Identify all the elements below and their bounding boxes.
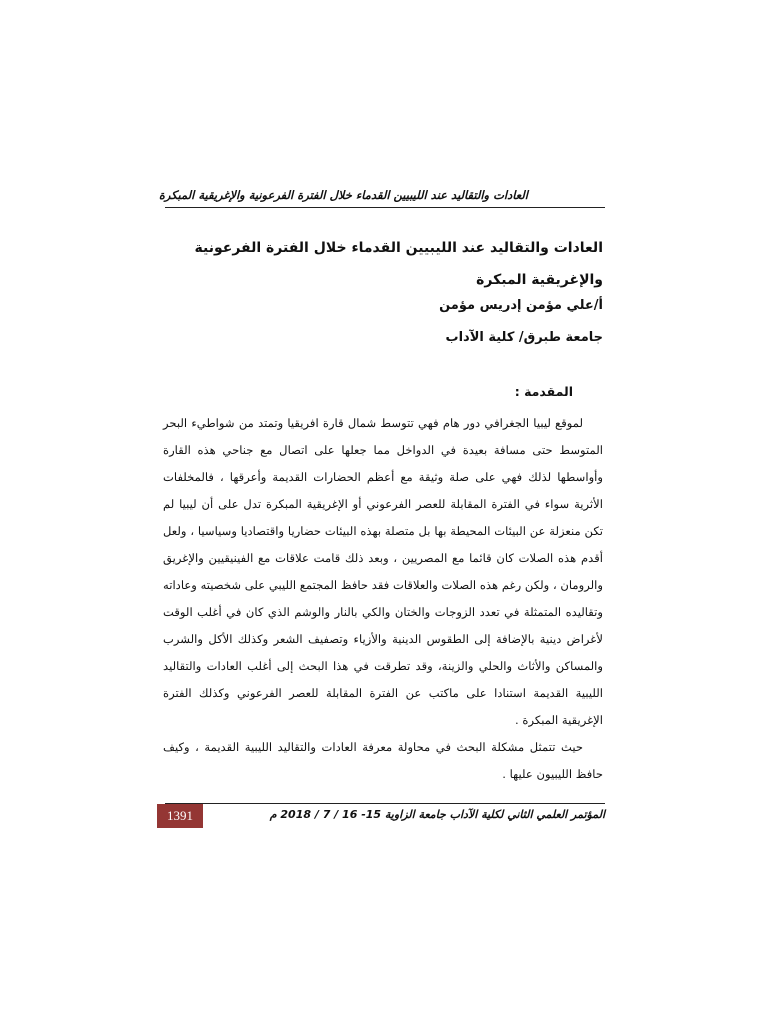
author-affiliation: جامعة طبرق/ كلية الآداب <box>445 330 603 345</box>
article-title: العادات والتقاليد عند الليبيين القدماء خلال الفترة الفرعونية والإغريقية المبكرة <box>194 240 603 288</box>
footer-divider <box>165 803 605 804</box>
author-name: أ/علي مؤمن إدريس مؤمن <box>439 298 603 313</box>
paragraph: حيث تتمثل مشكلة البحث في محاولة معرفة العادات والتقاليد الليبية القديمة ، وكيف حافظ الليبيون عليها . <box>163 740 603 781</box>
introduction-body <box>163 410 603 788</box>
paragraph: لموقع ليبيا الجغرافي دور هام فهي تتوسط شمال قارة افريقيا وتمتد من شواطيء البحر المتوسط حتى مسافة بعيدة في الدواخل مما جعلها على اتصال مع جناحي هذه القارة وأواسطها لذلك فهي على صلة وثيقة مع أعظم الحضارات القديمة وأعرقها ، فالمخلفات الأثرية سواء في الفترة المقابلة للعصر الفرعوني أو الإغريقية المبكرة تدل على أن ليبيا لم تكن منعزلة عن البيئات المحيطة بها بل متصلة بهذه البيئات حضاريا واقتصاديا وسياسيا ، ولعل أقدم هذه الصلات كان قائما مع المصريين ، وبعد ذلك قامت علاقات مع الفينيقيين والإغريق والرومان ، ولكن رغم هذه الصلات والعلاقات فقد حافظ المجتمع الليبي على شخصيته وعاداته وتقاليده المتمثلة في تعدد الزوجات والختان والكي بالنار والوشم الذي كان في أغلب الوقت لأغراض دينية بالإضافة إلى الطقوس الدينية والأزياء وتصفيف الشعر وكذلك الأكل والشرب والمساكن والأثاث والحلي والزينة، وقد تطرقت في هذا البحث إلى أغلب العادات والتقاليد الليبية القديمة استنادا على ماكتب عن الفترة المقابلة للعصر الفرعوني وكذلك الفترة الإغريقية المبكرة . <box>163 416 603 727</box>
running-header: العادات والتقاليد عند الليبيين القدماء خلال الفترة الفرعونية والإغريقية المبكرة <box>158 188 528 202</box>
header-divider <box>165 207 605 208</box>
page-number-badge: 1391 <box>157 804 203 828</box>
conference-footer: المؤتمر العلمي الثاني لكلية الآداب جامعة الزاوية 15- 16 / 7 / 2018 م <box>269 808 605 821</box>
section-heading-introduction: المقدمة : <box>514 384 573 399</box>
